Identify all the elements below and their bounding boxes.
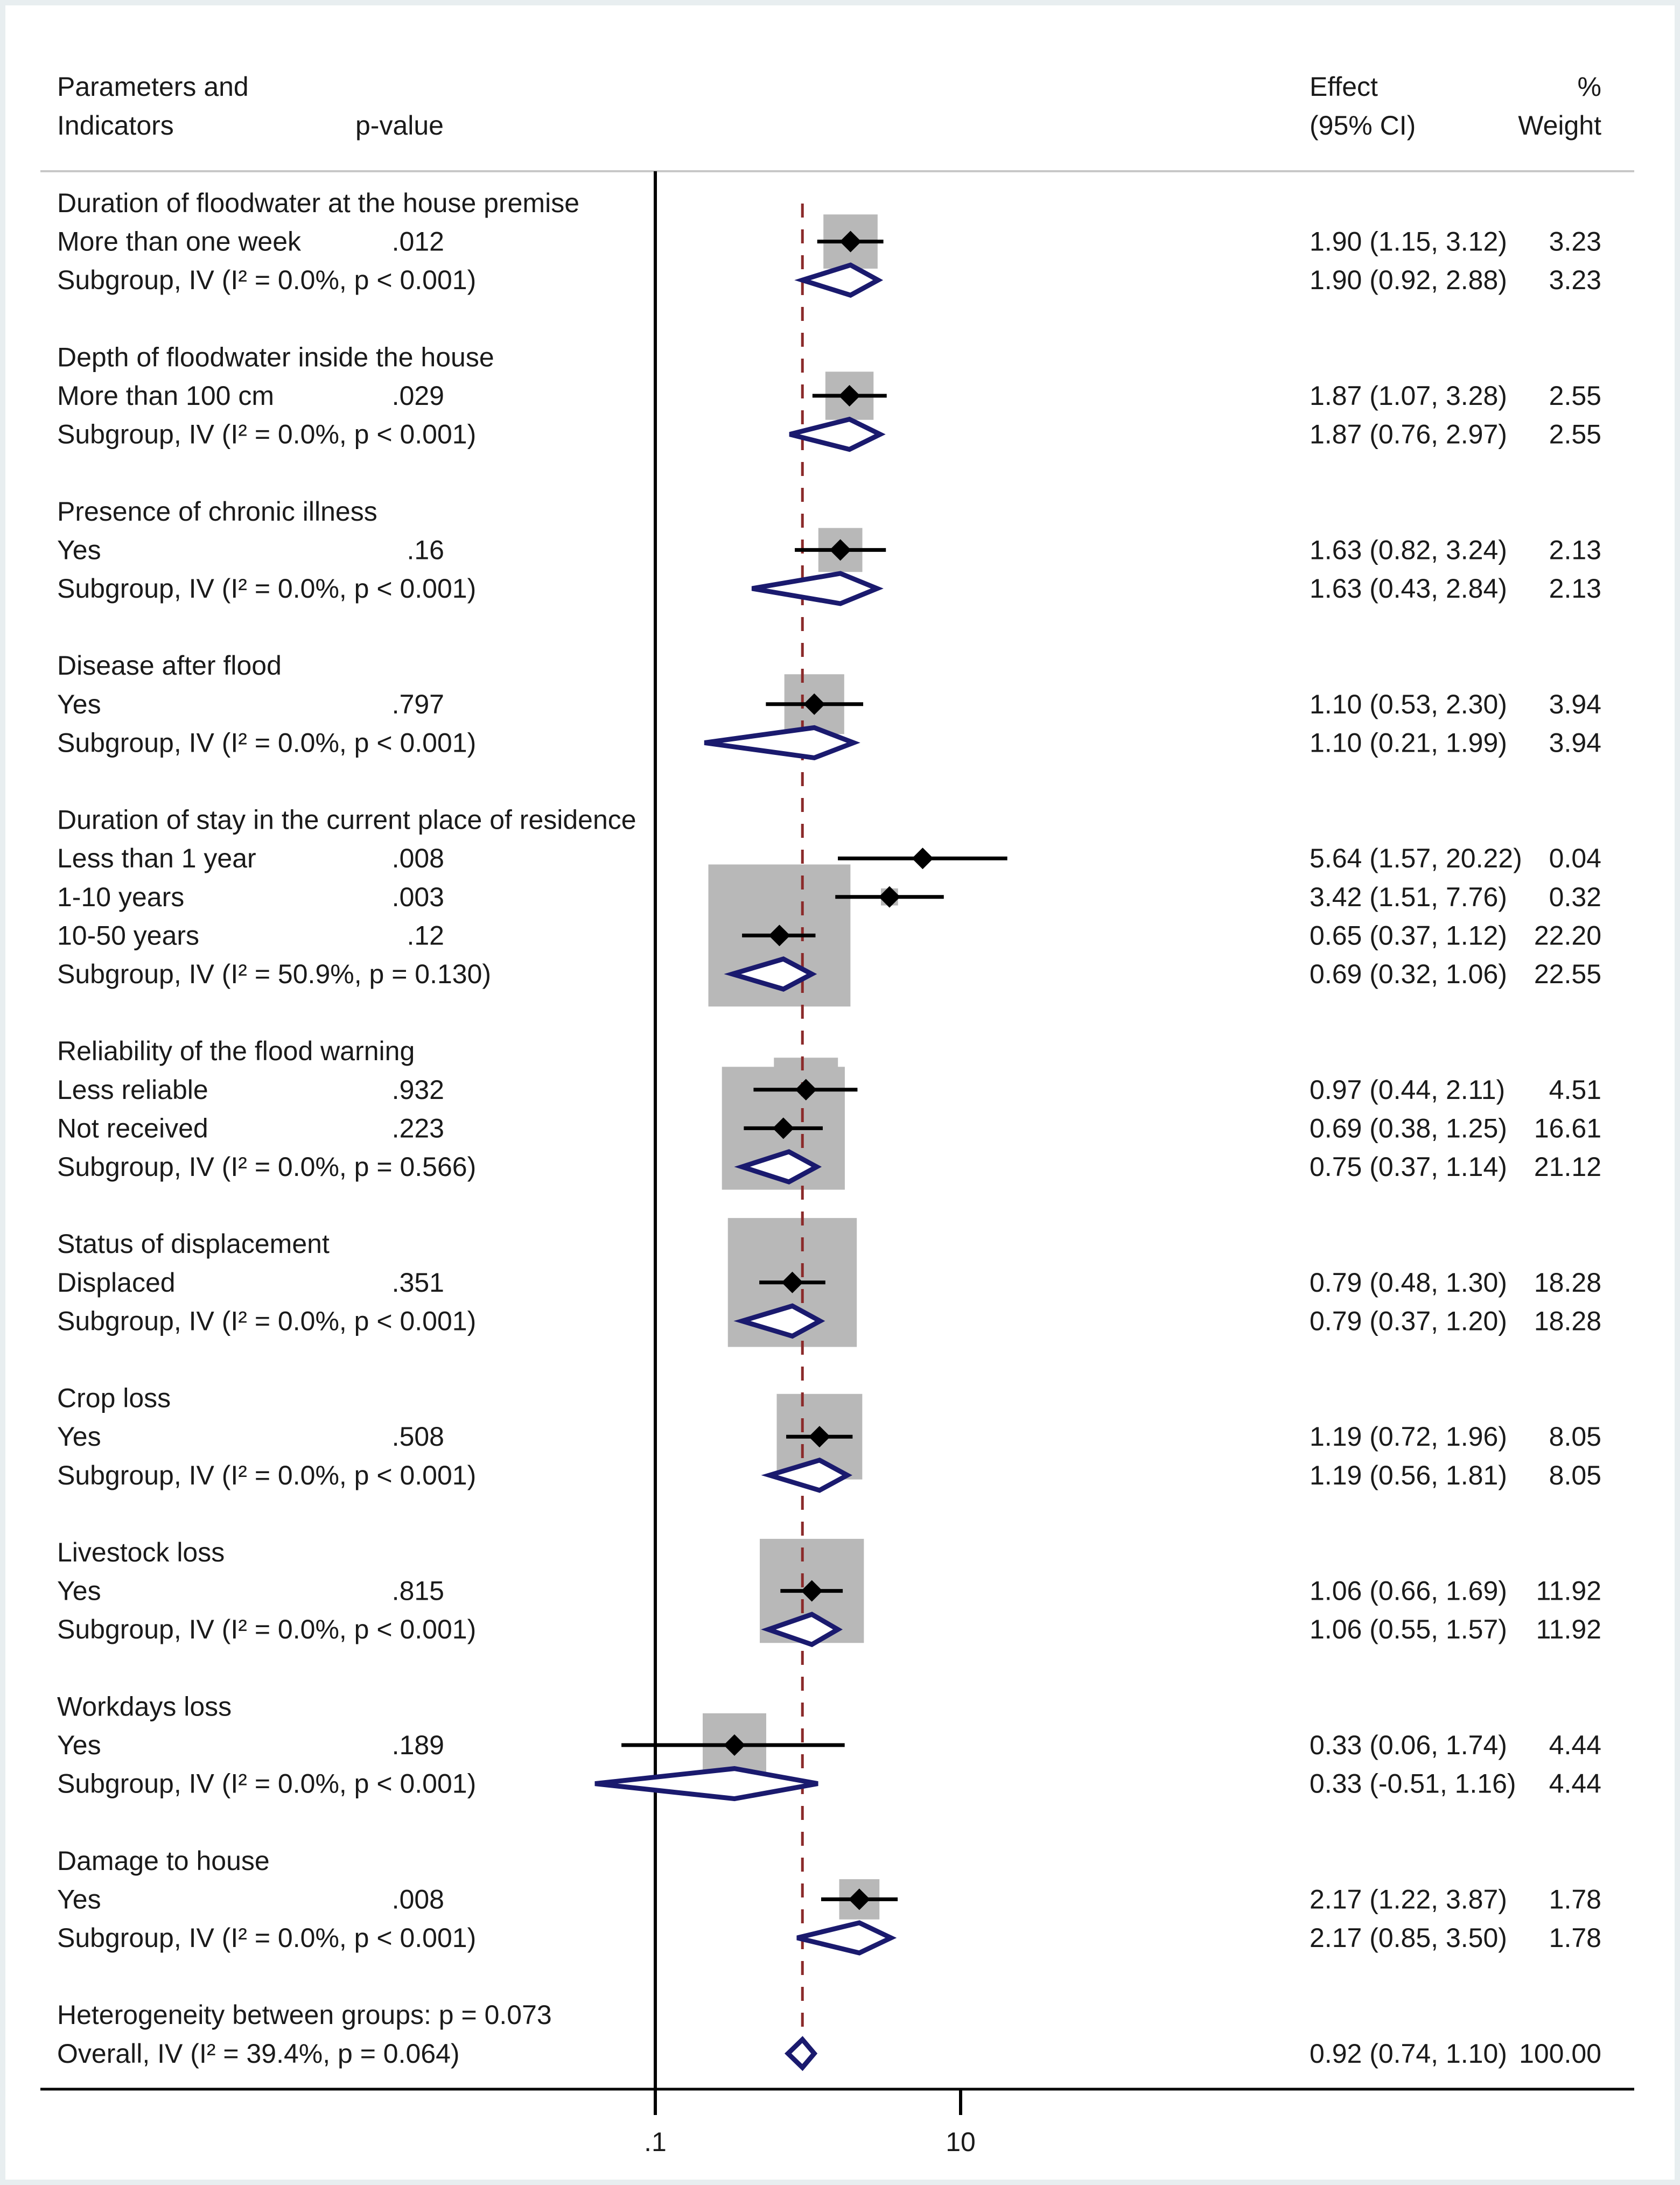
effect-ci: 1.19 (0.72, 1.96) bbox=[1310, 1421, 1507, 1452]
header-parameters-line1: Parameters and bbox=[57, 72, 249, 102]
weight-value: 18.28 bbox=[1534, 1306, 1601, 1336]
effect-ci: 0.33 (-0.51, 1.16) bbox=[1310, 1768, 1516, 1799]
group-header: Workdays loss bbox=[57, 1691, 232, 1722]
effect-ci: 1.06 (0.66, 1.69) bbox=[1310, 1575, 1507, 1606]
effect-ci: 1.90 (1.15, 3.12) bbox=[1310, 226, 1507, 257]
subgroup-label: Subgroup, IV (I² = 0.0%, p < 0.001) bbox=[57, 1923, 477, 1953]
group-header: Duration of floodwater at the house premise bbox=[57, 188, 579, 218]
header-parameters-line2: Indicators bbox=[57, 110, 174, 141]
weight-value: 3.94 bbox=[1549, 727, 1601, 758]
study-label: Less than 1 year bbox=[57, 843, 256, 874]
weight-value: 2.13 bbox=[1549, 573, 1601, 604]
weight-value: 4.44 bbox=[1549, 1768, 1601, 1799]
effect-ci: 3.42 (1.51, 7.76) bbox=[1310, 881, 1507, 912]
effect-ci: 1.10 (0.21, 1.99) bbox=[1310, 727, 1507, 758]
subgroup-label: Subgroup, IV (I² = 0.0%, p = 0.566) bbox=[57, 1152, 477, 1182]
effect-ci: 1.06 (0.55, 1.57) bbox=[1310, 1614, 1507, 1645]
study-label: Yes bbox=[57, 1421, 101, 1452]
p-value: .003 bbox=[391, 881, 444, 912]
p-value: .16 bbox=[407, 535, 444, 565]
subgroup-label: Subgroup, IV (I² = 0.0%, p < 0.001) bbox=[57, 1306, 477, 1336]
weight-value: 1.78 bbox=[1549, 1923, 1601, 1953]
effect-ci: 2.17 (0.85, 3.50) bbox=[1310, 1923, 1507, 1953]
study-label: Less reliable bbox=[57, 1074, 208, 1105]
p-value: .351 bbox=[391, 1267, 444, 1298]
p-value: .223 bbox=[391, 1113, 444, 1144]
subgroup-label: Subgroup, IV (I² = 0.0%, p < 0.001) bbox=[57, 1460, 477, 1490]
weight-value: 18.28 bbox=[1534, 1267, 1601, 1298]
group-header: Duration of stay in the current place of residence bbox=[57, 804, 636, 835]
effect-ci: 2.17 (1.22, 3.87) bbox=[1310, 1884, 1507, 1915]
effect-ci: 1.87 (1.07, 3.28) bbox=[1310, 381, 1507, 411]
p-value: .189 bbox=[391, 1730, 444, 1760]
effect-ci: 1.10 (0.53, 2.30) bbox=[1310, 689, 1507, 719]
study-label: Yes bbox=[57, 1884, 101, 1915]
study-label: Yes bbox=[57, 689, 101, 719]
subgroup-label: Subgroup, IV (I² = 0.0%, p < 0.001) bbox=[57, 573, 477, 604]
effect-ci: 0.97 (0.44, 2.11) bbox=[1310, 1074, 1506, 1105]
effect-ci: 0.33 (0.06, 1.74) bbox=[1310, 1730, 1507, 1760]
header-effect-line1: Effect bbox=[1310, 72, 1378, 102]
effect-ci: 0.65 (0.37, 1.12) bbox=[1310, 920, 1507, 951]
header-pvalue: p-value bbox=[355, 110, 444, 141]
weight-value: 3.23 bbox=[1549, 226, 1601, 257]
header-weight-line1: % bbox=[1577, 72, 1601, 102]
study-label: Yes bbox=[57, 1575, 101, 1606]
weight-value: 0.04 bbox=[1549, 843, 1601, 874]
p-value: .029 bbox=[391, 381, 444, 411]
p-value: .008 bbox=[391, 843, 444, 874]
effect-ci: 0.75 (0.37, 1.14) bbox=[1310, 1152, 1507, 1182]
weight-value: 8.05 bbox=[1549, 1460, 1601, 1490]
weight-value: 0.32 bbox=[1549, 881, 1601, 912]
effect-ci: 1.19 (0.56, 1.81) bbox=[1310, 1460, 1507, 1490]
group-header: Depth of floodwater inside the house bbox=[57, 342, 494, 373]
group-header: Damage to house bbox=[57, 1845, 270, 1876]
weight-value: 8.05 bbox=[1549, 1421, 1601, 1452]
heterogeneity-text: Heterogeneity between groups: p = 0.073 bbox=[57, 2000, 552, 2030]
weight-value: 3.23 bbox=[1549, 265, 1601, 296]
effect-ci: 1.63 (0.43, 2.84) bbox=[1310, 573, 1507, 604]
weight-value: 16.61 bbox=[1534, 1113, 1601, 1144]
header-effect-line2: (95% CI) bbox=[1310, 110, 1416, 141]
p-value: .12 bbox=[407, 920, 444, 951]
group-header: Livestock loss bbox=[57, 1537, 225, 1567]
x-tick-label: .1 bbox=[644, 2127, 667, 2157]
effect-ci: 1.90 (0.92, 2.88) bbox=[1310, 265, 1507, 296]
study-label: Yes bbox=[57, 1730, 101, 1760]
effect-ci: 0.69 (0.38, 1.25) bbox=[1310, 1113, 1507, 1144]
weight-value: 4.44 bbox=[1549, 1730, 1601, 1760]
study-label: 1-10 years bbox=[57, 881, 185, 912]
p-value: .797 bbox=[391, 689, 444, 719]
subgroup-label: Subgroup, IV (I² = 0.0%, p < 0.001) bbox=[57, 727, 477, 758]
p-value: .815 bbox=[391, 1575, 444, 1606]
study-label: 10-50 years bbox=[57, 920, 200, 951]
study-label: More than 100 cm bbox=[57, 381, 274, 411]
effect-ci: 1.87 (0.76, 2.97) bbox=[1310, 419, 1507, 450]
weight-value: 2.13 bbox=[1549, 535, 1601, 565]
study-label: Not received bbox=[57, 1113, 208, 1144]
weight-value: 4.51 bbox=[1549, 1074, 1601, 1105]
x-tick-label: 10 bbox=[946, 2127, 976, 2157]
p-value: .008 bbox=[391, 1884, 444, 1915]
group-header: Disease after flood bbox=[57, 650, 282, 681]
study-label: Displaced bbox=[57, 1267, 176, 1298]
weight-value: 11.92 bbox=[1536, 1575, 1601, 1606]
p-value: .012 bbox=[391, 226, 444, 257]
weight-value: 1.78 bbox=[1549, 1884, 1601, 1915]
header-weight-line2: Weight bbox=[1518, 110, 1601, 141]
effect-ci: 5.64 (1.57, 20.22) bbox=[1310, 843, 1522, 874]
effect-ci: 0.92 (0.74, 1.10) bbox=[1310, 2038, 1507, 2069]
effect-ci: 0.79 (0.48, 1.30) bbox=[1310, 1267, 1507, 1298]
subgroup-label: Subgroup, IV (I² = 0.0%, p < 0.001) bbox=[57, 419, 477, 450]
study-label: More than one week bbox=[57, 226, 302, 257]
group-header: Reliability of the flood warning bbox=[57, 1036, 415, 1067]
p-value: .932 bbox=[391, 1074, 444, 1105]
group-header: Presence of chronic illness bbox=[57, 496, 377, 527]
group-header: Crop loss bbox=[57, 1383, 171, 1413]
weight-value: 21.12 bbox=[1534, 1152, 1601, 1182]
weight-value: 2.55 bbox=[1549, 381, 1601, 411]
effect-ci: 0.79 (0.37, 1.20) bbox=[1310, 1306, 1507, 1336]
effect-ci: 0.69 (0.32, 1.06) bbox=[1310, 959, 1507, 989]
subgroup-label: Subgroup, IV (I² = 0.0%, p < 0.001) bbox=[57, 1614, 477, 1645]
group-header: Status of displacement bbox=[57, 1229, 330, 1259]
weight-value: 2.55 bbox=[1549, 419, 1601, 450]
subgroup-label: Subgroup, IV (I² = 0.0%, p < 0.001) bbox=[57, 1768, 477, 1799]
weight-value: 3.94 bbox=[1549, 689, 1601, 719]
weight-value: 11.92 bbox=[1536, 1614, 1601, 1645]
overall-label: Overall, IV (I² = 39.4%, p = 0.064) bbox=[57, 2038, 460, 2069]
study-label: Yes bbox=[57, 535, 101, 565]
weight-value: 22.20 bbox=[1534, 920, 1601, 951]
weight-value: 22.55 bbox=[1534, 959, 1601, 989]
p-value: .508 bbox=[391, 1421, 444, 1452]
subgroup-label: Subgroup, IV (I² = 0.0%, p < 0.001) bbox=[57, 265, 477, 296]
weight-value: 100.00 bbox=[1519, 2038, 1601, 2069]
effect-ci: 1.63 (0.82, 3.24) bbox=[1310, 535, 1507, 565]
subgroup-label: Subgroup, IV (I² = 50.9%, p = 0.130) bbox=[57, 959, 492, 989]
